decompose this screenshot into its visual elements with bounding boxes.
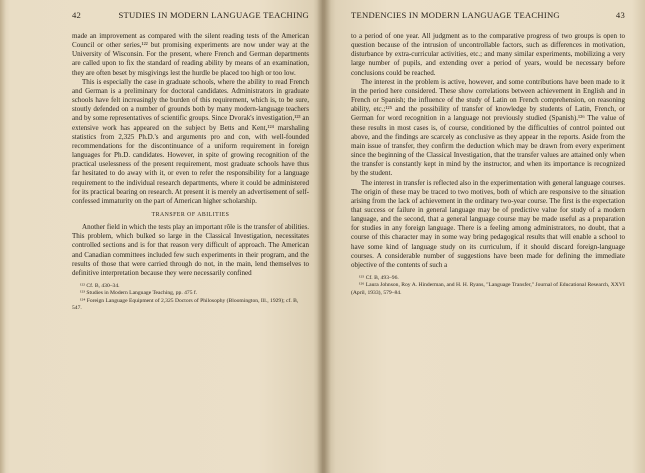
book-gutter bbox=[317, 0, 331, 473]
footnote: ¹²⁵ Cf. B, 493–96. bbox=[359, 275, 399, 282]
footnote: ¹²⁶ Laura Johnson, Roy A. Hinderman, and H. H. Ryans, "Language Transfer," Journal of Educational Research, XXVI (April, 1933), 579–84. bbox=[351, 282, 625, 296]
footnote: ¹²⁴ Foreign Language Equipment of 2,325 Doctors of Philosophy (Bloomington, Ill., 1929); cf. B, 547. bbox=[72, 297, 299, 312]
left-body-text bbox=[72, 32, 309, 278]
section-subheading: TRANSFER OF ABILITIES bbox=[151, 211, 230, 218]
left-running-head: STUDIES IN MODERN LANGUAGE TEACHING bbox=[118, 10, 309, 20]
footnote: ¹²³ Studies in Modern Language Teaching, pp. 475 f. bbox=[80, 290, 198, 297]
left-page-number: 42 bbox=[72, 10, 82, 20]
left-running-header bbox=[72, 10, 309, 20]
footnote: ¹²² Cf. B, 430–34. bbox=[80, 283, 120, 290]
left-footnotes bbox=[72, 283, 309, 313]
right-page-number: 43 bbox=[615, 10, 625, 20]
right-running-head: TENDENCIES IN MODERN LANGUAGE TEACHING bbox=[351, 10, 560, 20]
paragraph: to a period of one year. All judgment as to the comparative progress of two groups is open to question because of the intrusion of uncontrollable factors, such as differences in motivation, disturbance by extra-curricular activities, etc.; and many similar experiments, mobilizing a very large number of pupils, and extending over a period of years, would be necessary before conclusions could be reached. bbox=[351, 32, 625, 77]
page-edge bbox=[0, 0, 6, 473]
paragraph: Another field in which the tests play an important rôle is the transfer of abilities. This problem, which bulked so large in the Classical Investigation, necessitates controlled sections and is for that reason very difficult of approach. The American and Canadian committees included few such experiments in their program, and the results of those that were carried through do not, in the main, lend themselves to definitive interpretation because they were necessarily confined bbox=[72, 223, 309, 277]
paragraph: This is especially the case in graduate schools, where the ability to read French and German is a preliminary for doctoral candidates. Administrators in graduate schools have felt increasingly the burden of this requirement, which is, to be sure, stoutly defended on a number of grounds both by many modern-language teachers and by some representatives of scientific groups. Since Dvorak's investigation,¹²³ an extensive work has appeared on the subject by Betts and Kent,¹²⁴ marshaling statistics from 2,325 Ph.D.'s and arguments pro and con, with well-founded recommendations for the discontinuance of a uniform requirement in foreign languages for Ph.D. candidates. However, in spite of growing recognition of the practical uselessness of the present requirement, most graduate schools have thus far hesitated to do away with it, or even to refer the responsibility for a language requirement to the individual research departments, where it could be administered for its practical bearing on research. At present it is merely an advertisement of self-confessed immaturity on the part of American higher scholarship. bbox=[72, 77, 309, 205]
right-footnotes bbox=[351, 275, 625, 297]
right-body-text bbox=[351, 32, 625, 270]
paragraph: made an improvement as compared with the silent reading tests of the American Council or other series,¹²² but promising experiments are now under way at the University of Wisconsin. For the present, where French and German departments are called upon to fix the standard of reading ability by means of an examination, they are often beset by misgivings lest the hurdle be placed too high or too low. bbox=[72, 32, 309, 77]
right-page bbox=[323, 0, 645, 473]
paragraph: The interest in transfer is reflected also in the experimentation with general language courses. The origin of these may be traced to two motives, both of which are responsive to the situation arising from the lack of achievement in the ordinary two-year course. The first is the expectation that success or failure in general language may be of predictive value for study of a modern language, and the second, that a general language course may be made useful as a preparation for studies in any foreign language. There is a feeling among administrators, no doubt, that a course of this character may in some way bring pedagogical results that will enable a school to have some kind of language study on its curriculum, if it should discard foreign-language courses. A considerable number of suggestions have been made for defining the immediate objective of the contents of such a bbox=[351, 178, 625, 269]
paragraph: The interest in the problem is active, however, and some contributions have been made to it in the period here considered. These show correlations between achievement in English and in French or Spanish; the influence of the study of Latin on French comprehension, on reasoning ability, etc.;¹²⁵ and the possibility of transfer of knowledge by students of Latin, French, or German for word recognition in a language not previously studied (Spanish).¹²⁶ The value of these results in most cases is, of course, conditioned by the difficulties of control pointed out above, and the findings are scarcely as conclusive as they appear in the reports. Aside from the main issue of transfer, they confirm the deduction which may be drawn from every experiment since the beginning of the Classical Investigation, that the transfer values are attained only when the transfer is constantly kept in mind by the instructor, and when its importance is recognized by the student. bbox=[351, 77, 625, 178]
right-running-header bbox=[351, 10, 625, 20]
